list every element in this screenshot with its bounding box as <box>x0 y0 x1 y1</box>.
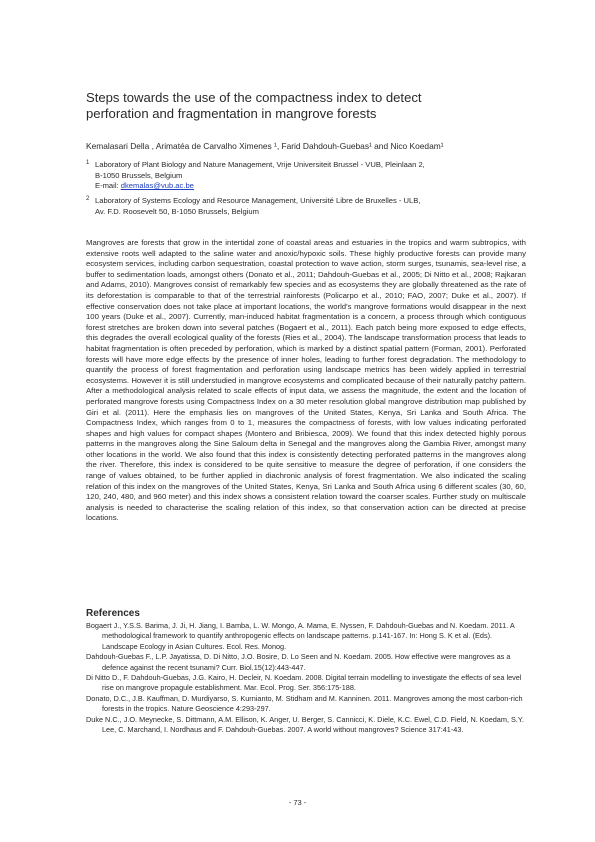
affiliation-1-email-line <box>95 181 526 192</box>
reference-list <box>86 621 526 735</box>
affiliation-2 <box>86 196 526 217</box>
reference-item: Donato, D.C., J.B. Kauffman, D. Murdiyarso, S. Kurnianto, M. Stidham and M. Kanninen. 2011. Mangroves among the most carbon-rich forests in the tropics. Nature Geoscience 4:293-297. <box>86 693 523 714</box>
page-number: - 73 - <box>288 798 307 807</box>
abstract-body: Mangroves are forests that grow in the intertidal zone of coastal areas and estuaries in the tropics and warm subtropics, with extensive roots well adapted to the saline water and anoxic/hypoxic soils. These highly productive forests can provide many ecosystem services, including carbon sequestration, coastal protection to wave action, storm surges, tsunamis, sea-level rise, a buffer to sedimentation loads, amongst others (Donato et al., 2011; Dahdouh-Guebas et al., 2005; Di Nitto et al., 2008; Rajkaran and Adams, 2010). Mangroves consist of remarkably few species and as ecosystems they are globally threatened as the rate of its deforestation is comparable to that of the terrestrial rainforests (Policarpo et al., 2010; FAO, 2007; Duke et al., 2007). If effective conservation does not take place at important locations, the world's mangrove formations would disappear in the next 100 years (Duke et al., 2007). Currently, man-induced habitat fragmentation is a concern, a process through which contiguous forest stretches are broken down into several patches (Bogaert et al., 2011). Each patch being more exposed to edge effects, this degrades the overall ecological quality of the forests (Ries et al., 2004). The landscape transformation process that leads to habitat fragmentation is often preceded by perforation, which is marked by a distinct spatial pattern (Forman, 2001). Perforated forests will have more edge effects by the presence of inner holes, leading to further forest degradation. The methodology to quantify the process of forest fragmentation and perforation using landscape metrics has been widely applied in terrestrial ecosystems. However it is still understudied in mangrove ecosystems and complicated because of their naturally patchy pattern. After a methodological analysis related to scale effects of input data, we assess the magnitude, the extent and the location of perforated mangrove forests using Compactness Index on a 30 meter resolution global mangrove distribution map published by Giri et al. (2011). Here the emphasis lies on mangroves of the United States, Kenya, Sri Lanka and South Africa. The Compactness Index, which ranges from 0 to 1, measures the compactness of forests, with low values indicating perforated shapes and high values for compact shapes (Montero and Bribiesca, 2009). We found that this index detected highly porous patterns in the mangroves along the Sine Saloum delta in Senegal and the mangroves along the Gambia River, amongst many other locations in the world. We also found that this index is consistently detecting perforated patterns in the mangroves along the river. Therefore, this index is considered to be quite sensitive to measure the degree of perforation, if one considers the range of values obtained, to be further applied in diachronic analysis of forest fragmentation. We also indicated the scaling relation of this index on the mangroves of the United States, Kenya, Sri Lanka and South Africa using 6 different scales (30, 60, 120, 240, 480, and 960 meter) and this index shows a consistent relation toward the coarser scales. Further study on multiscale analysis is needed to characterise the scaling relation of this index, so that conservation action can be directed at precise locations. <box>86 238 526 523</box>
reference-item: Di Nitto D., F. Dahdouh-Guebas, J.G. Kairo, H. Decleir, N. Koedam. 2008. Digital terrain modelling to investigate the effects of sea level rise on mangrove propagule establishment. Mar. Ecol. Prog. Ser. 356:175-188. <box>86 673 522 693</box>
affiliation-1-line-1: Laboratory of Plant Biology and Nature Management, Vrije Universiteit Brussel - VUB, Pleinlaan 2, <box>95 160 425 169</box>
affiliation-2-marker: 2 <box>86 196 90 202</box>
affiliation-2-line-2: Av. F.D. Roosevelt 50, B-1050 Brussels, Belgium <box>95 206 259 216</box>
email-label: E-mail: <box>95 181 121 190</box>
reference-item: Bogaert J., Y.S.S. Barima, J. Ji, H. Jiang, I. Bamba, L. W. Mongo, A. Mama, E. Nyssen, F. Dahdouh-Guebas and N. Koedam. 2011. A methodological framework to quantify anthropogenic effects on landscape patterns. p.141-167. In: Hong S. K et al. (Eds). Landscape Ecology in Asian Cultures. Ecol. Res. Monog. <box>86 621 515 651</box>
affiliation-1-line-2: B-1050 Brussels, Belgium <box>95 170 183 180</box>
reference-item: Duke N.C., J.O. Meynecke, S. Dittmann, A.M. Ellison, K. Anger, U. Berger, S. Cannicci, K. Diele, K.C. Ewel, C.D. Field, N. Koedam, S.Y. Lee, C. Marchand, I. Nordhaus and F. Dahdouh-Guebas. 2007. A world without mangroves? Science 317:41-43. <box>86 714 524 735</box>
author-list: Kemalasari Della , Arimatéa de Carvalho Ximenes ¹, Farid Dahdouh-Guebas¹ and Nico Koedam¹ <box>86 141 444 151</box>
affiliation-1-marker: 1 <box>86 160 90 166</box>
title-line-2: perforation and fragmentation in mangrove forests <box>86 106 377 121</box>
paper-title <box>86 90 526 122</box>
title-line-1: Steps towards the use of the compactness index to detect <box>86 90 422 105</box>
email-link[interactable]: dkemalas@vub.ac.be <box>120 181 194 190</box>
affiliation-2-line-1: Laboratory of Systems Ecology and Resource Management, Université Libre de Bruxelles - ULB, <box>95 196 421 205</box>
affiliation-1 <box>86 160 526 192</box>
reference-item: Dahdouh-Guebas F., L.P. Jayatissa, D. Di Nitto, J.O. Bosire, D. Lo Seen and N. Koedam. 2005. How effective were mangroves as a defence against the recent tsunami? Curr. Biol.15(12):443-447. <box>86 652 511 672</box>
references-heading: References <box>86 608 140 619</box>
